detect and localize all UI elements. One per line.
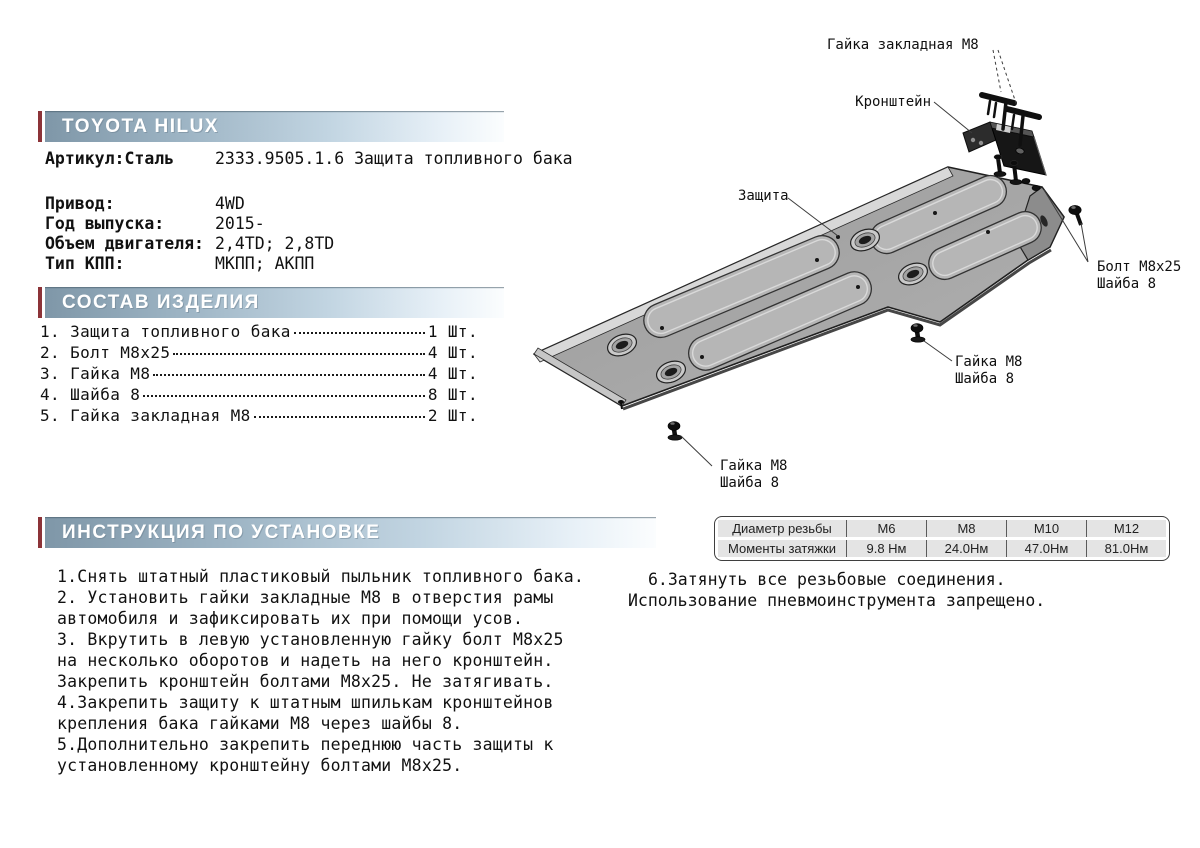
table-header-cell: М6: [846, 520, 926, 537]
instruction-line: 2. Установить гайки закладные М8 в отверстия рамы: [57, 588, 554, 607]
table-cell: 81.0Нм: [1086, 540, 1166, 557]
item-text: 3. Гайка М8: [40, 364, 151, 383]
spec-value: 2015-: [215, 214, 265, 233]
item-text: 2. Болт М8х25: [40, 343, 171, 362]
dotted-leader: [153, 374, 424, 376]
callout-shield: Защита: [738, 188, 789, 204]
model-title: TOYOTA HILUX: [62, 115, 219, 137]
item-text: 5. Гайка закладная М8: [40, 406, 251, 425]
table-header-cell: М12: [1086, 520, 1166, 537]
torque-table-header-row: [718, 520, 1166, 537]
table-cell: Моменты затяжки: [718, 540, 846, 557]
red-accent-stripe: [38, 517, 42, 548]
callout-embedded-nut: Гайка закладная М8: [827, 37, 979, 53]
item-qty: 4 Шт.: [427, 343, 478, 362]
exploded-view-drawing: [520, 10, 1200, 510]
instruction-line: 5.Дополнительно закрепить переднюю часть защиты к: [57, 735, 554, 754]
item-text: 4. Шайба 8: [40, 385, 141, 404]
callout-nut-line2: Шайба 8: [955, 371, 1015, 387]
nut-washer-icon: [911, 324, 925, 343]
spec-label: Год выпуска:: [45, 214, 165, 233]
torque-table: [714, 516, 1170, 561]
instruction-line: 4.Закрепить защиту к штатным шпилькам кронштейнов: [57, 693, 554, 712]
item-qty: 2 Шт.: [427, 406, 478, 425]
callout-bracket: Кронштейн: [855, 94, 931, 110]
dotted-leader: [143, 395, 425, 397]
instructions-header-gradient: [45, 517, 656, 548]
note-line: Использование пневмоинструмента запрещено.: [628, 591, 1046, 610]
note-line: 6.Затянуть все резьбовые соединения.: [648, 570, 1006, 589]
table-header-cell: Диаметр резьбы: [718, 520, 846, 537]
list-item: [40, 406, 478, 425]
instructions-header-bar: [38, 517, 656, 548]
instruction-line: Закрепить кронштейн болтами М8х25. Не затягивать.: [57, 672, 554, 691]
spec-label: Тип КПП:: [45, 254, 125, 273]
table-cell: 9.8 Нм: [846, 540, 926, 557]
list-item: [40, 364, 478, 383]
spec-label: Объем двигателя:: [45, 234, 204, 253]
callout-bolt-line1: Болт М8х25: [1097, 259, 1182, 275]
torque-table-value-row: [718, 540, 1166, 557]
bolt-icon: [1069, 205, 1081, 225]
spec-value: 4WD: [215, 194, 245, 213]
composition-header-bar: [38, 287, 504, 318]
table-cell: 47.0Нм: [1006, 540, 1086, 557]
table-cell: 24.0Нм: [926, 540, 1006, 557]
callout-nut-line1: Гайка М8: [955, 354, 1023, 370]
red-accent-stripe: [38, 287, 42, 318]
instruction-line: на несколько оборотов и надеть на него кронштейн.: [57, 651, 554, 670]
tightening-note: [628, 569, 1045, 611]
composition-title: СОСТАВ ИЗДЕЛИЯ: [62, 291, 260, 313]
article-label: Артикул:Сталь: [45, 149, 175, 168]
red-accent-stripe: [38, 111, 42, 142]
item-qty: 1 Шт.: [427, 322, 478, 341]
instruction-line: 3. Вкрутить в левую установленную гайку болт М8х25: [57, 630, 564, 649]
callout-nut-line2: Шайба 8: [720, 475, 780, 491]
instruction-line: крепления бака гайками М8 через шайбы 8.: [57, 714, 463, 733]
dotted-leader: [254, 416, 425, 418]
instruction-line: автомобиля и зафиксировать их при помощи усов.: [57, 609, 524, 628]
callout-nut-line1: Гайка М8: [720, 458, 788, 474]
list-item: [40, 343, 478, 362]
table-header-cell: М10: [1006, 520, 1086, 537]
dotted-leader: [294, 332, 425, 334]
model-header-bar: [38, 111, 504, 142]
list-item: [40, 322, 478, 341]
article-value: 2333.9505.1.6 Защита топливного бака: [215, 149, 573, 168]
list-item: [40, 385, 478, 404]
spec-label: Привод:: [45, 194, 115, 213]
table-header-cell: М8: [926, 520, 1006, 537]
model-header-gradient: [45, 111, 504, 142]
instruction-line: 1.Снять штатный пластиковый пыльник топливного бака.: [57, 567, 584, 586]
nut-washer-icon: [668, 422, 682, 441]
item-qty: 4 Шт.: [427, 364, 478, 383]
instructions-text: [57, 566, 657, 776]
instructions-title: ИНСТРУКЦИЯ ПО УСТАНОВКЕ: [62, 521, 381, 543]
composition-header-gradient: [45, 287, 504, 318]
dotted-leader: [173, 353, 424, 355]
spec-value: МКПП; АКПП: [215, 254, 315, 273]
instruction-line: установленному кронштейну болтами М8х25.: [57, 756, 463, 775]
item-text: 1. Защита топливного бака: [40, 322, 291, 341]
callout-bolt-line2: Шайба 8: [1097, 276, 1157, 292]
spec-value: 2,4TD; 2,8TD: [215, 234, 335, 253]
item-qty: 8 Шт.: [427, 385, 478, 404]
